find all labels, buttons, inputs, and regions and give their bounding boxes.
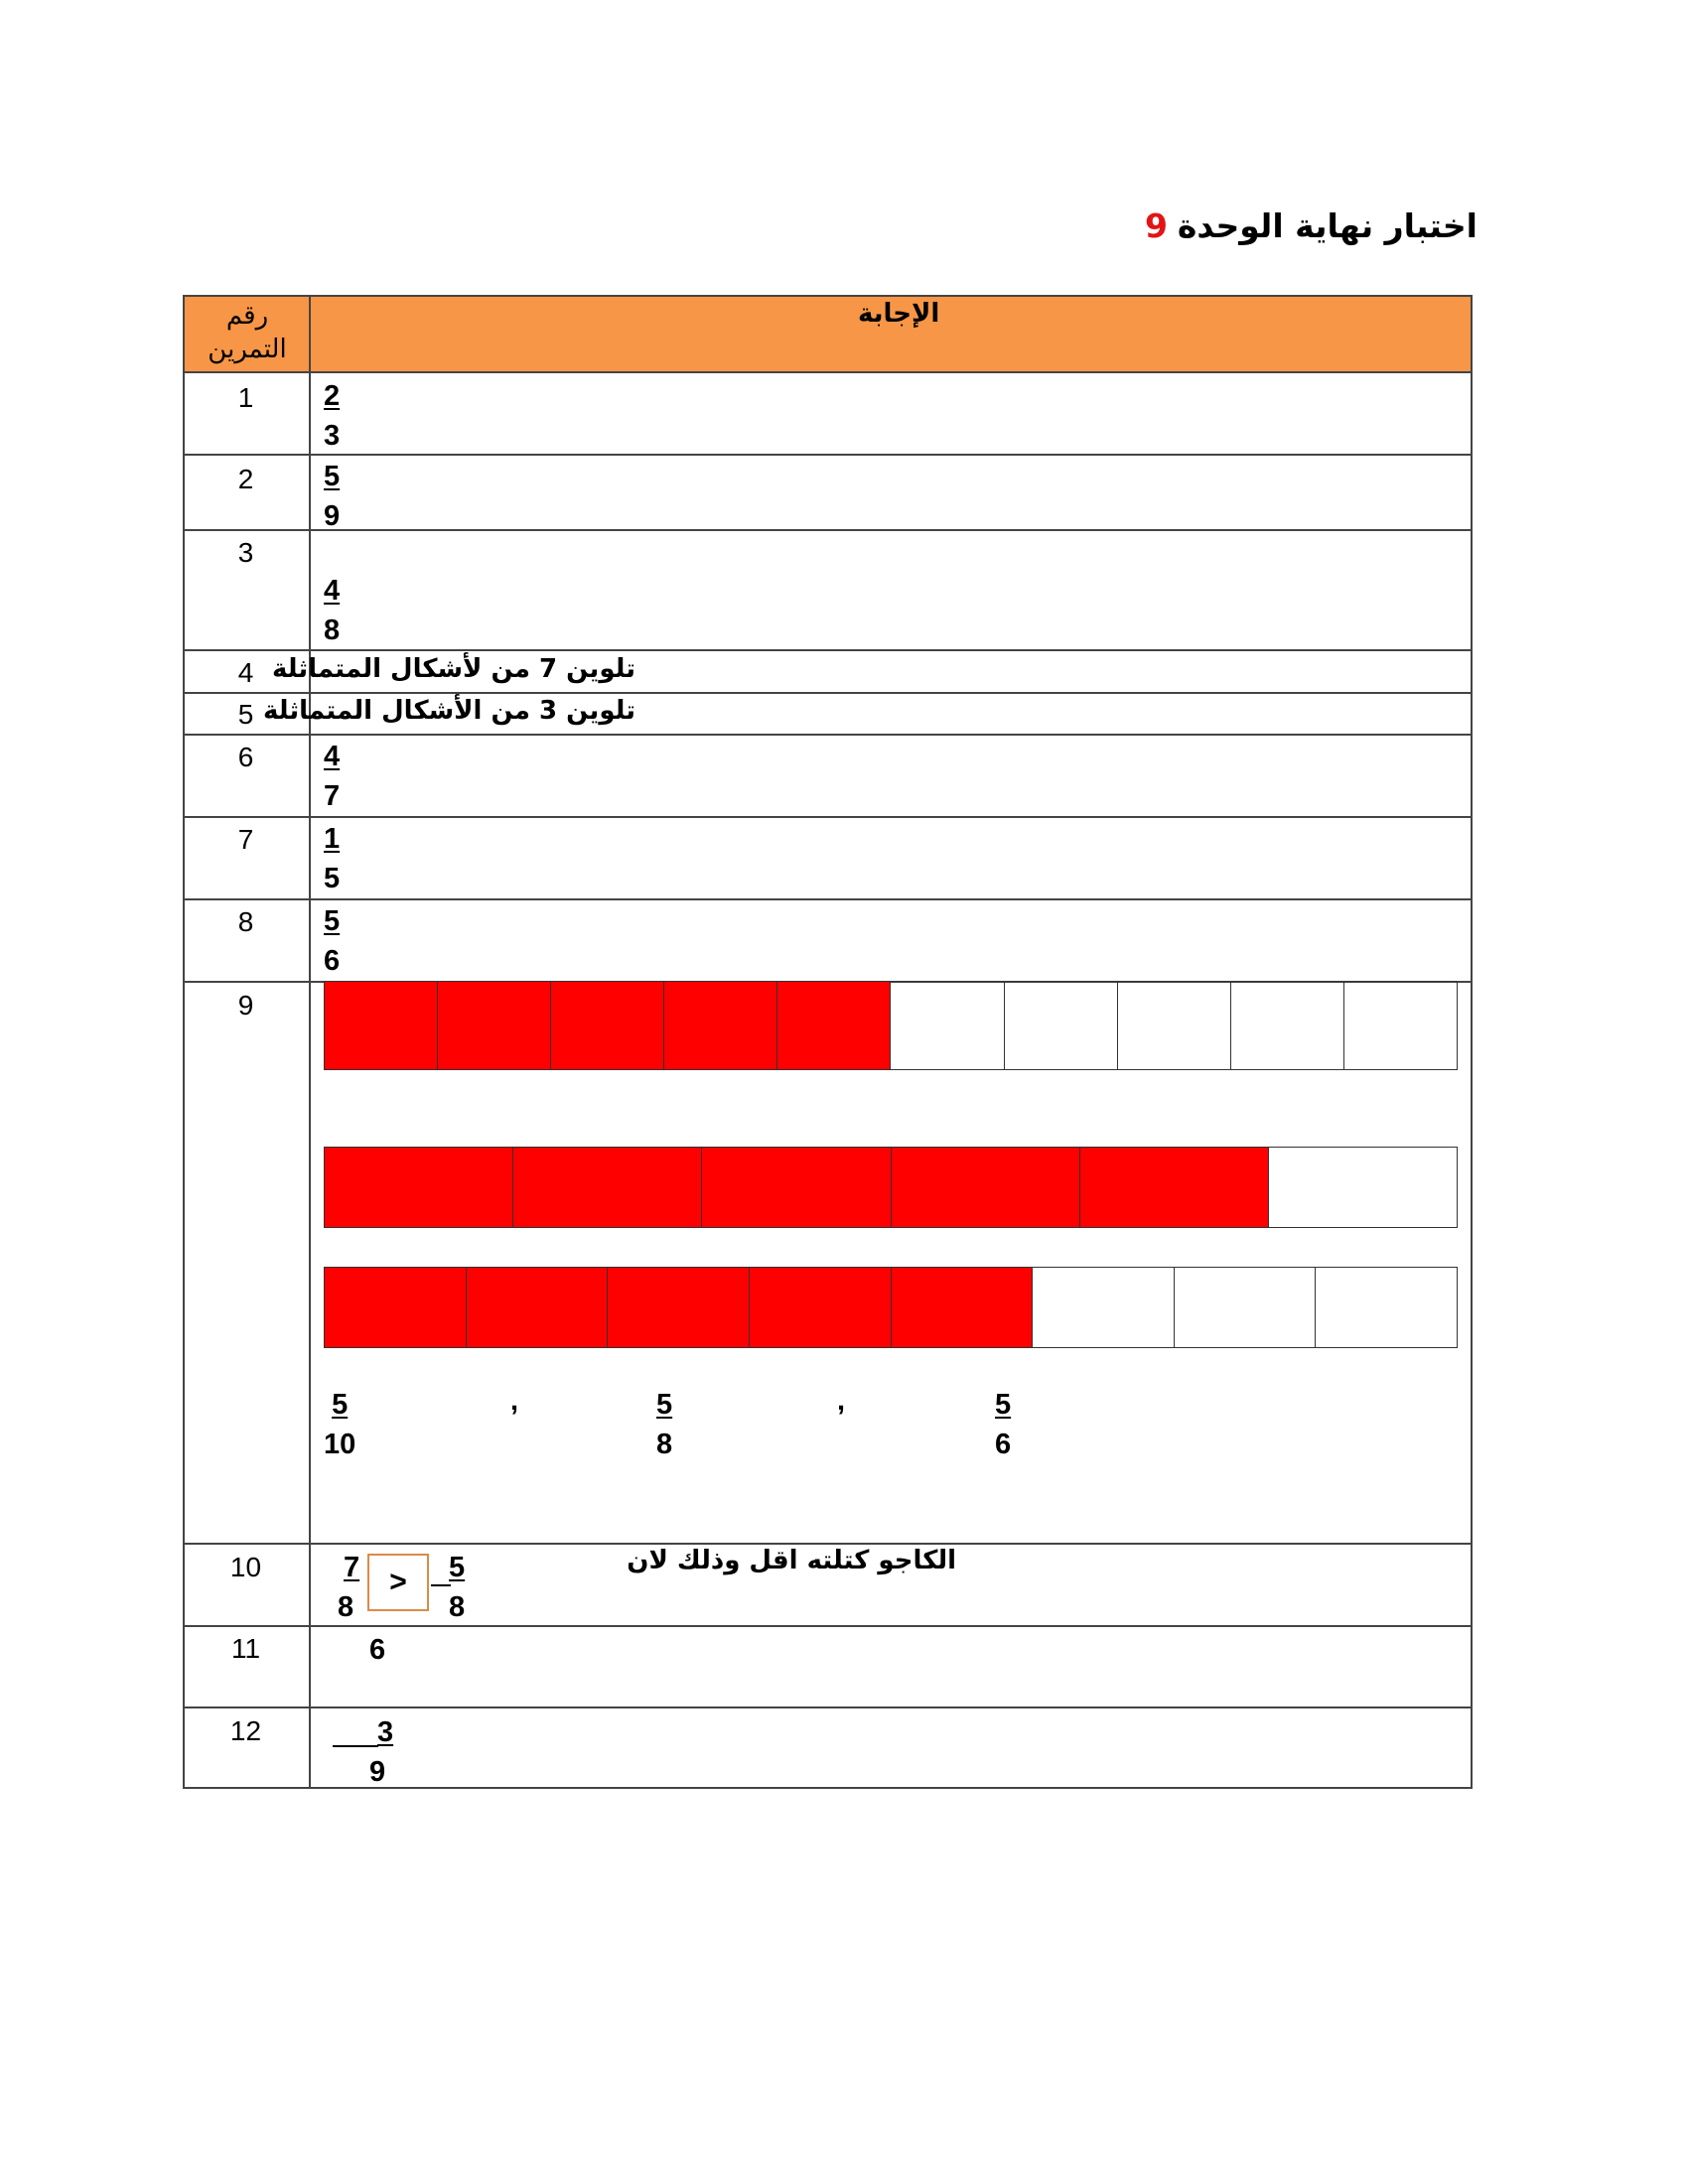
- answer-text: تلوين 3 من الأشكال المتماثلة: [263, 696, 635, 726]
- row-number: 9: [237, 990, 254, 1021]
- separator: ,: [837, 1385, 846, 1417]
- unshaded-part: [1033, 1268, 1175, 1347]
- fraction: $\frac{5}{9}$: [324, 461, 341, 532]
- row-number: 7: [237, 824, 254, 855]
- unshaded-part: [1269, 1148, 1457, 1227]
- unshaded-part: [1231, 982, 1344, 1069]
- row-number: 1: [237, 382, 254, 413]
- fraction-bar: [324, 1147, 1458, 1228]
- unit-number: 9: [1144, 206, 1168, 245]
- fraction: 3: [377, 1716, 394, 1748]
- shaded-part: [551, 982, 664, 1069]
- unshaded-part: [1005, 982, 1118, 1069]
- shaded-part: [325, 982, 438, 1069]
- fraction: $\frac{4}{8}$: [324, 575, 341, 646]
- row-number: 12: [229, 1715, 262, 1746]
- row-number: 8: [237, 906, 254, 937]
- row-number: 3: [237, 537, 254, 568]
- shaded-part: [750, 1268, 892, 1347]
- answer-value: 6: [369, 1634, 386, 1666]
- exercise-number-header: رقم التمرين: [208, 301, 287, 364]
- shaded-part: [892, 1268, 1034, 1347]
- shaded-part: [438, 982, 551, 1069]
- fraction: 9: [369, 1756, 386, 1788]
- row-number: 6: [237, 742, 254, 772]
- answer-text: الكاجو كتلته اقل وذلك لان: [627, 1546, 956, 1575]
- fraction: $\frac{5}{10}$: [324, 1389, 356, 1460]
- answer-table: [183, 295, 1473, 1788]
- fraction: $\frac{2}{3}$: [324, 380, 341, 452]
- fraction: $\frac{1}{5}$: [324, 823, 341, 894]
- shaded-part: [892, 1148, 1080, 1227]
- row-number: 4: [237, 657, 254, 688]
- unshaded-part: [1316, 1268, 1457, 1347]
- answer-header: الإجابة: [858, 299, 940, 329]
- fraction: $\frac{7}{8}$: [338, 1552, 360, 1623]
- shaded-part: [777, 982, 891, 1069]
- shaded-part: [1080, 1148, 1269, 1227]
- fraction-bar: [324, 1267, 1458, 1348]
- fraction: $\frac{5}{8}$: [656, 1389, 673, 1460]
- unshaded-part: [1118, 982, 1231, 1069]
- fraction: $\frac{5}{8}$: [449, 1552, 466, 1623]
- fraction: $\frac{4}{7}$: [324, 741, 341, 812]
- row-number: 2: [237, 464, 254, 494]
- unshaded-part: [891, 982, 1004, 1069]
- row-number: 10: [229, 1552, 262, 1582]
- fraction-bar: [324, 981, 1458, 1070]
- shaded-part: [325, 1268, 467, 1347]
- shaded-part: [467, 1268, 609, 1347]
- separator: ,: [510, 1385, 519, 1417]
- row-number: 11: [230, 1633, 261, 1664]
- row-number: 5: [237, 699, 254, 730]
- shaded-part: [702, 1148, 891, 1227]
- shaded-part: [513, 1148, 702, 1227]
- answer-text: تلوين 7 من لأشكال المتماثلة: [271, 654, 635, 684]
- title-text: اختبار نهاية الوحدة: [1177, 206, 1477, 245]
- fraction: $\frac{5}{6}$: [324, 905, 341, 977]
- shaded-part: [325, 1148, 513, 1227]
- page-title: [1145, 206, 1477, 245]
- unshaded-part: [1344, 982, 1457, 1069]
- comparison-symbol: >: [367, 1554, 429, 1611]
- fraction: $\frac{5}{6}$: [995, 1389, 1012, 1460]
- shaded-part: [608, 1268, 750, 1347]
- shaded-part: [664, 982, 777, 1069]
- table-header: [183, 295, 1473, 371]
- unshaded-part: [1175, 1268, 1317, 1347]
